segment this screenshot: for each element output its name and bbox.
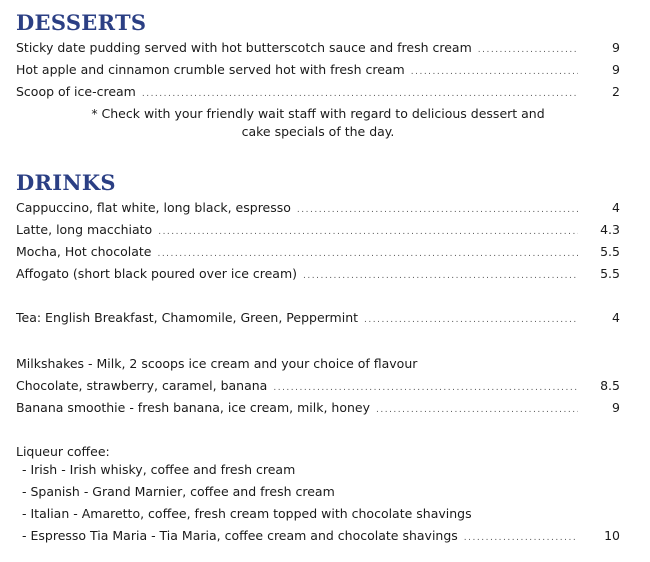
item-price: 5.5 (600, 244, 620, 259)
menu-item (16, 83, 620, 101)
dessert-note-line-1: * Check with your friendly wait staff with regard to delicious dessert and (91, 106, 545, 121)
drinks-heading: DRINKS (16, 170, 116, 195)
menu-item (16, 265, 620, 283)
item-name: Tea: English Breakfast, Chamomile, Green, Peppermint (16, 310, 359, 325)
dot-leader (273, 379, 578, 397)
item-name: Scoop of ice-cream (16, 84, 136, 99)
item-price: 10 (604, 528, 620, 543)
item-name: Chocolate, strawberry, caramel, banana (16, 378, 268, 393)
dot-leader (464, 529, 578, 547)
item-price: 2 (612, 84, 620, 99)
dot-leader (364, 311, 578, 329)
dot-leader (478, 41, 578, 59)
menu-item (16, 243, 620, 261)
menu-item (16, 39, 620, 57)
dot-leader (303, 267, 578, 285)
dot-leader (411, 63, 578, 81)
item-name: Latte, long macchiato (16, 222, 153, 237)
dot-leader (297, 201, 578, 219)
liqueur-item: - Irish - Irish whisky, coffee and fresh cream (22, 462, 296, 477)
dot-leader (157, 245, 578, 263)
milkshakes-intro: Milkshakes - Milk, 2 scoops ice cream and your choice of flavour (16, 356, 418, 371)
liqueur-item: - Italian - Amaretto, coffee, fresh cream topped with chocolate shavings (22, 506, 472, 521)
dot-leader (142, 85, 578, 103)
liqueur-coffee-title: Liqueur coffee: (16, 444, 110, 459)
dot-leader (158, 223, 578, 241)
item-price: 4 (612, 310, 620, 325)
item-price: 4.3 (600, 222, 620, 237)
item-name: Affogato (short black poured over ice cream) (16, 266, 298, 281)
item-price: 9 (612, 40, 620, 55)
item-price: 9 (612, 400, 620, 415)
item-name: Mocha, Hot chocolate (16, 244, 152, 259)
item-name: - Espresso Tia Maria - Tia Maria, coffee cream and chocolate shavings (22, 528, 458, 543)
menu-item (16, 399, 620, 417)
liqueur-item: - Spanish - Grand Marnier, coffee and fresh cream (22, 484, 335, 499)
liqueur-item-priced (22, 527, 620, 545)
item-name: Sticky date pudding served with hot butterscotch sauce and fresh cream (16, 40, 472, 55)
desserts-heading: DESSERTS (16, 10, 147, 35)
item-name: Hot apple and cinnamon crumble served hot with fresh cream (16, 62, 405, 77)
dessert-note-line-2: cake specials of the day. (241, 124, 395, 139)
menu-item (16, 199, 620, 217)
menu-item (16, 61, 620, 79)
item-name: Banana smoothie - fresh banana, ice cream, milk, honey (16, 400, 370, 415)
item-name: Cappuccino, flat white, long black, espresso (16, 200, 291, 215)
item-price: 9 (612, 62, 620, 77)
menu-item (16, 221, 620, 239)
dot-leader (376, 401, 578, 419)
item-price: 8.5 (600, 378, 620, 393)
menu-item-tea (16, 309, 620, 327)
menu-item (16, 377, 620, 395)
item-price: 4 (612, 200, 620, 215)
item-price: 5.5 (600, 266, 620, 281)
